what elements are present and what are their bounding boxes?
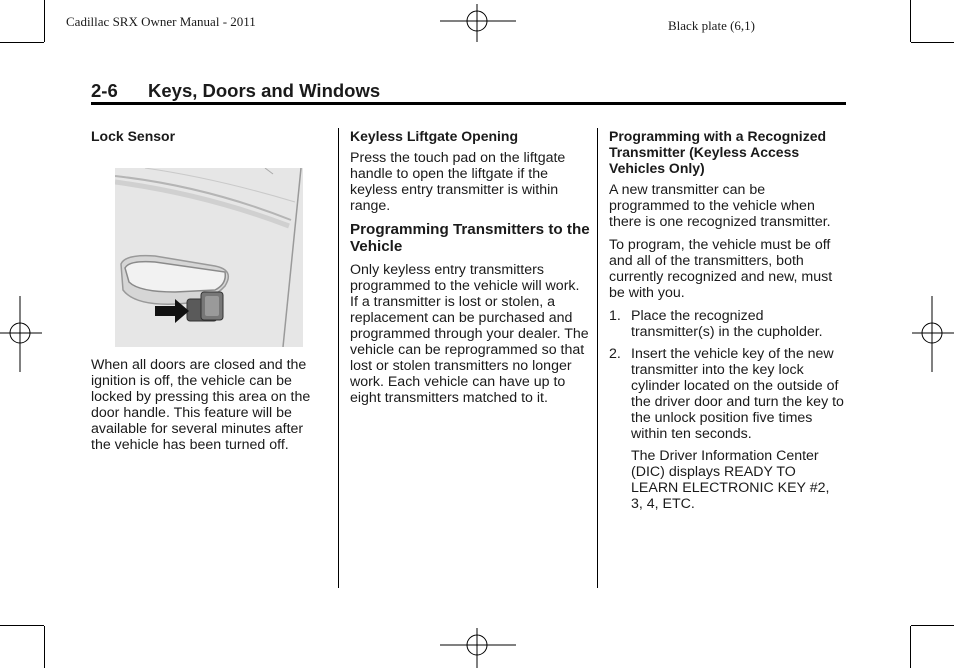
door-handle-illustration bbox=[115, 168, 303, 347]
chapter-number: 2-6 bbox=[91, 80, 118, 101]
column-3 bbox=[609, 128, 845, 519]
chapter-rule bbox=[91, 102, 846, 105]
keyless-liftgate-heading: Keyless Liftgate Opening bbox=[350, 128, 519, 144]
programming-transmitters-heading: Programming Transmitters to the Vehicle bbox=[350, 221, 590, 255]
step-number: 2. bbox=[609, 346, 621, 362]
recognized-transmitter-heading: Programming with a Recognized Transmitter (Keyless Access Vehicles Only) bbox=[609, 128, 827, 176]
registration-mark-bottom bbox=[440, 628, 516, 668]
list-item bbox=[609, 346, 845, 442]
step-text: Insert the vehicle key of the new transmitter into the key lock cylinder located on the outside of the driver door and turn the key to the unlock position five times within ten seconds. bbox=[631, 346, 844, 442]
lock-sensor-text bbox=[91, 357, 323, 460]
recognized-transmitter-paragraph-2: To program, the vehicle must be off and all of the transmitters, both currently recognized and new, must be with you. bbox=[609, 237, 833, 301]
registration-mark-left bbox=[0, 296, 42, 372]
dic-note: The Driver Information Center (DIC) displays READY TO LEARN ELECTRONIC KEY #2, 3, 4, ETC. bbox=[631, 448, 830, 512]
registration-mark-right bbox=[912, 296, 954, 372]
registration-mark-top bbox=[440, 4, 516, 42]
column-divider-1 bbox=[338, 128, 339, 588]
step-text: Place the recognized transmitter(s) in the cupholder. bbox=[631, 308, 823, 340]
recognized-transmitter-paragraph-1: A new transmitter can be programmed to the vehicle when there is one recognized transmitter. bbox=[609, 182, 831, 230]
step-number: 1. bbox=[609, 308, 621, 324]
column-1 bbox=[91, 128, 323, 150]
list-item bbox=[609, 308, 845, 340]
chapter-title: Keys, Doors and Windows bbox=[148, 80, 381, 101]
programming-transmitters-paragraph: Only keyless entry transmitters programmed to the vehicle will work. If a transmitter is lost or stolen, a replacement can be purchased and programmed through your dealer. The vehicle can be reprogrammed so that lost or stolen transmitters no longer work. Each vehicle can have up to eight transmitters matched to it. bbox=[350, 262, 589, 406]
column-divider-2 bbox=[597, 128, 598, 588]
keyless-liftgate-paragraph: Press the touch pad on the liftgate handle to open the liftgate if the keyless entry transmitter is within range. bbox=[350, 150, 566, 214]
plate-label: Black plate (6,1) bbox=[668, 18, 755, 33]
manual-title: Cadillac SRX Owner Manual - 2011 bbox=[66, 14, 256, 29]
chapter-heading bbox=[91, 80, 846, 102]
lock-sensor-heading: Lock Sensor bbox=[91, 128, 176, 144]
lock-sensor-paragraph: When all doors are closed and the ignition is off, the vehicle can be locked by pressing this area on the door handle. This feature will be available for several minutes after the vehicle has been turned off. bbox=[91, 357, 311, 453]
column-2 bbox=[350, 128, 590, 413]
steps-list bbox=[609, 308, 845, 442]
